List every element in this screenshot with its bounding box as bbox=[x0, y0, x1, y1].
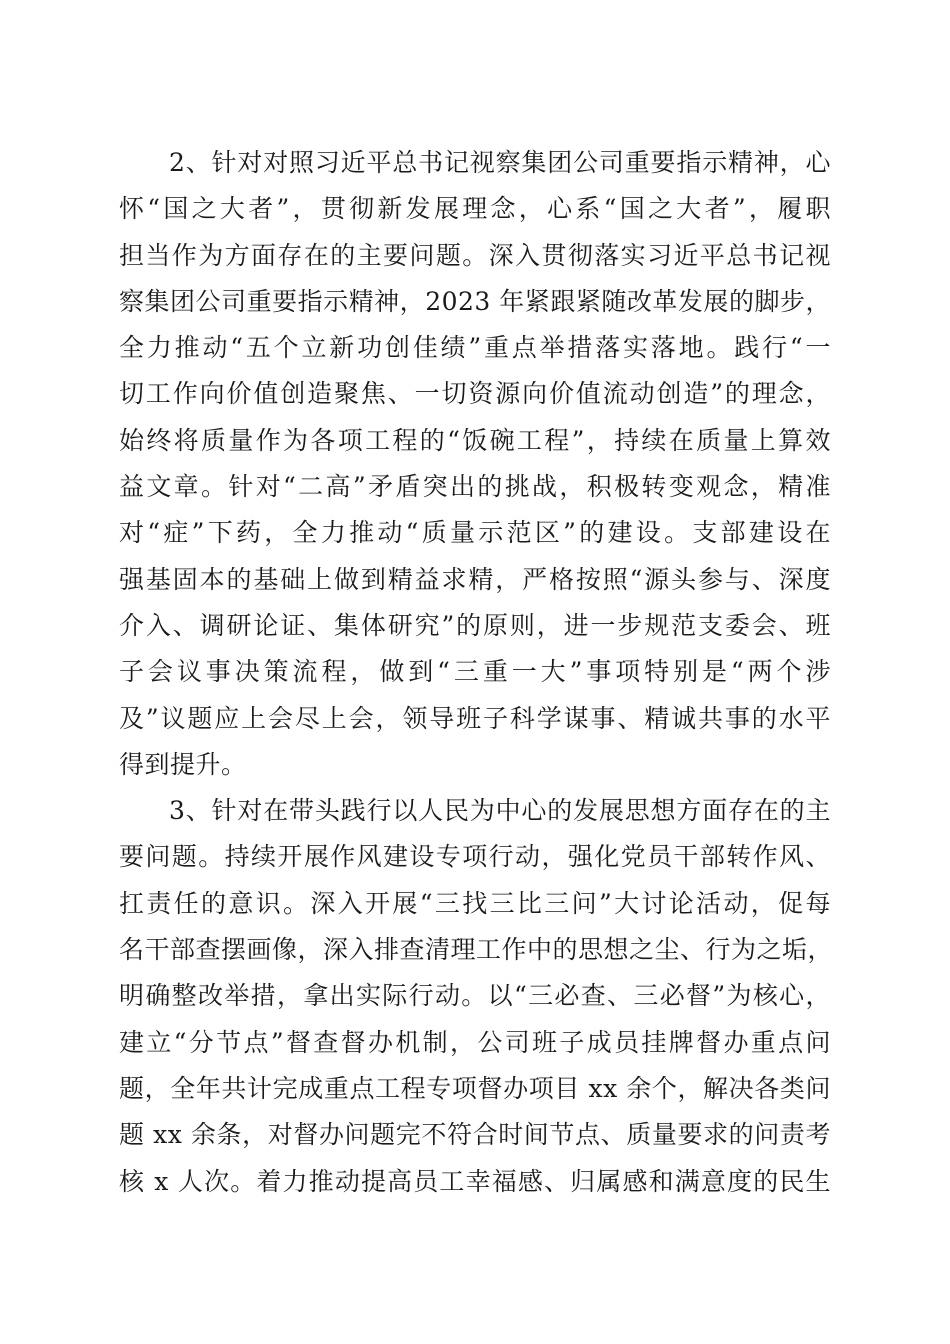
text-line: 切工作向价值创造聚焦、一切资源向价值流动创造”的理念， bbox=[119, 379, 831, 409]
paragraph-3 bbox=[119, 788, 834, 1205]
text-line: 名干部查摆画像，深入排查清理工作中的思想之尘、行为之垢， bbox=[119, 935, 834, 965]
text-line: 扛责任的意识。深入开展“三找三比三问”大讨论活动，促每 bbox=[119, 888, 831, 918]
text-line: 2、针对对照习近平总书记视察集团公司重要指示精神，心 bbox=[169, 148, 831, 177]
text-line: 题 xx 余条，对督办问题完不符合时间节点、质量要求的问责考 bbox=[119, 1120, 831, 1150]
text-line: 益文章。针对“二高”矛盾突出的挑战，积极转变观念，精准 bbox=[119, 472, 831, 502]
text-line: 得到提升。 bbox=[119, 749, 247, 779]
text-line: 及”议题应上会尽上会，领导班子科学谋事、精诚共事的水平 bbox=[119, 703, 831, 733]
text-line: 介入、调研论证、集体研究”的原则，进一步规范支委会、班 bbox=[119, 610, 831, 640]
text-line: 全力推动“五个立新功创佳绩”重点举措落实落地。践行“一 bbox=[119, 333, 831, 363]
paragraph-2 bbox=[119, 140, 831, 788]
text-line: 察集团公司重要指示精神，2023 年紧跟紧随改革发展的脚步， bbox=[119, 286, 831, 316]
text-line: 子会议事决策流程，做到“三重一大”事项特别是“两个涉 bbox=[119, 657, 831, 687]
text-line: 3、针对在带头践行以人民为中心的发展思想方面存在的主 bbox=[169, 796, 831, 826]
body-text bbox=[119, 140, 834, 1205]
text-line: 始终将质量作为各项工程的“饭碗工程”，持续在质量上算效 bbox=[119, 425, 831, 455]
text-line: 怀“国之大者”，贯彻新发展理念，心系“国之大者”，履职 bbox=[119, 194, 831, 224]
text-line: 对“症”下药，全力推动“质量示范区”的建设。支部建设在 bbox=[119, 518, 831, 548]
text-line: 核 x 人次。着力推动提高员工幸福感、归属感和满意度的民生 bbox=[119, 1166, 831, 1196]
text-line: 明确整改举措，拿出实际行动。以“三必查、三必督”为核心， bbox=[119, 981, 831, 1011]
text-line: 建立“分节点”督查督办机制，公司班子成员挂牌督办重点问 bbox=[119, 1027, 831, 1057]
text-line: 题，全年共计完成重点工程专项督办项目 xx 余个，解决各类问 bbox=[119, 1073, 831, 1103]
text-line: 要问题。持续开展作风建设专项行动，强化党员干部转作风、 bbox=[119, 842, 831, 872]
text-line: 担当作为方面存在的主要问题。深入贯彻落实习近平总书记视 bbox=[119, 240, 831, 270]
text-line: 强基固本的基础上做到精益求精，严格按照“源头参与、深度 bbox=[119, 564, 831, 594]
